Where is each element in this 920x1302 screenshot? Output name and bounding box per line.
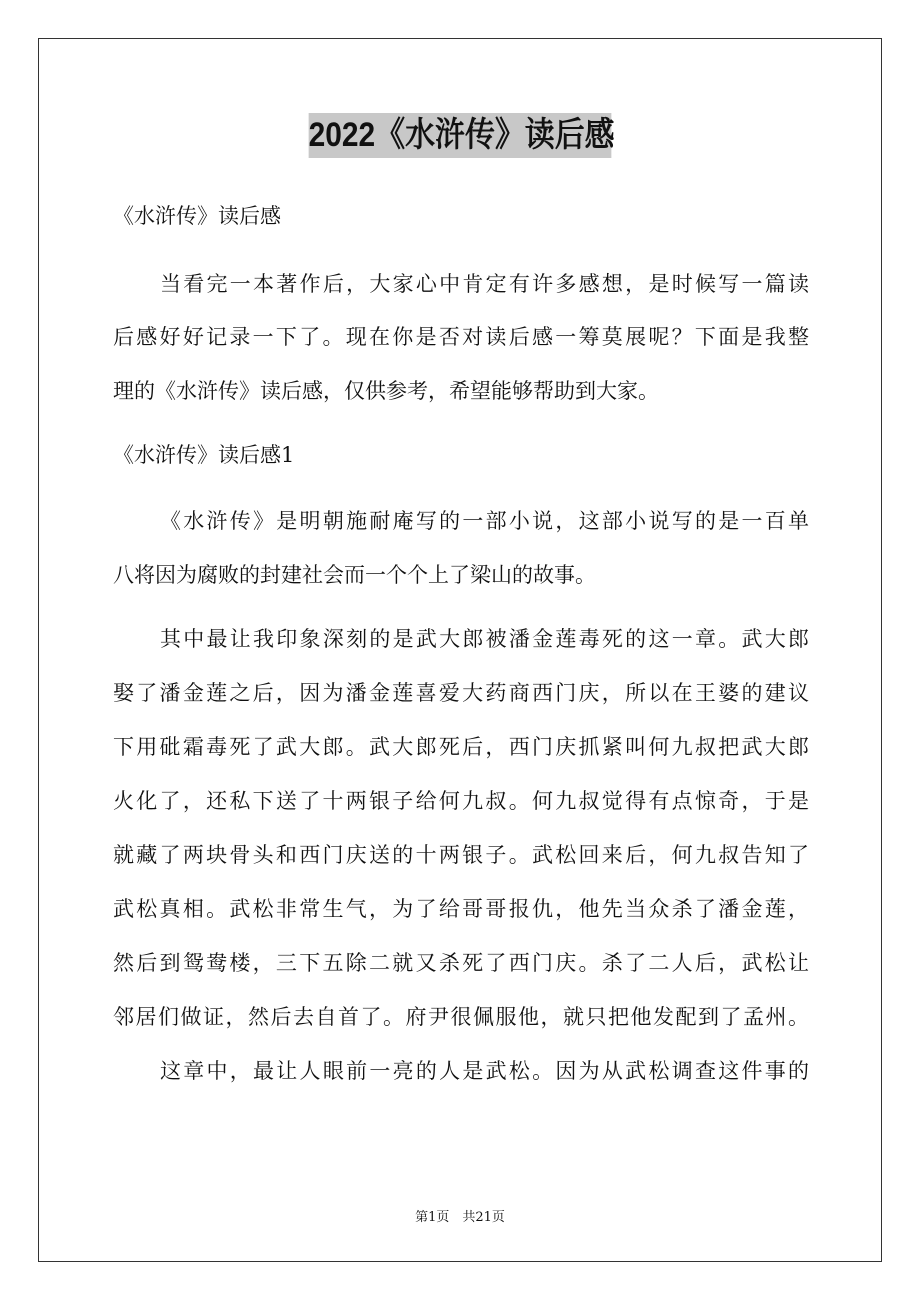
paragraph-line: 就藏了两块骨头和西门庆送的十两银子。武松回来后，何九叔告知了 (113, 843, 809, 867)
paragraph-line: 后感好好记录一下了。现在你是否对读后感一筹莫展呢？下面是我整 (113, 325, 809, 349)
paragraph-line: 武松真相。武松非常生气，为了给哥哥报仇，他先当众杀了潘金莲， (113, 897, 809, 921)
paragraph-line: 其中最让我印象深刻的是武大郎被潘金莲毒死的这一章。武大郎 (160, 627, 809, 651)
paragraph-line: 火化了，还私下送了十两银子给何九叔。何九叔觉得有点惊奇，于是 (113, 789, 809, 813)
paragraph-line: 娶了潘金莲之后，因为潘金莲喜爱大药商西门庆，所以在王婆的建议 (113, 681, 809, 705)
paragraph-line: 邻居们做证，然后去自首了。府尹很佩服他，就只把他发配到了孟州。 (113, 1005, 809, 1029)
document-title: 2022《水浒传》读后感 (309, 113, 612, 158)
section-heading: 《水浒传》读后感 (113, 204, 281, 228)
section-heading: 《水浒传》读后感1 (113, 443, 295, 467)
paragraph-line: 下用砒霜毒死了武大郎。武大郎死后，西门庆抓紧叫何九叔把武大郎 (113, 735, 809, 759)
paragraph-line: 这章中，最让人眼前一亮的人是武松。因为从武松调查这件事的 (160, 1059, 809, 1083)
paragraph-line: 当看完一本著作后，大家心中肯定有许多感想，是时候写一篇读 (160, 272, 809, 296)
paragraph-line: 《水浒传》是明朝施耐庵写的一部小说，这部小说写的是一百单 (160, 509, 809, 533)
page-footer: 第1页 共21页 (415, 1210, 505, 1225)
paragraph-line: 八将因为腐败的封建社会而一个个上了梁山的故事。 (113, 563, 596, 587)
paragraph-line: 然后到鸳鸯楼，三下五除二就又杀死了西门庆。杀了二人后，武松让 (113, 951, 809, 975)
paragraph-line: 理的《水浒传》读后感，仅供参考，希望能够帮助到大家。 (113, 379, 659, 403)
